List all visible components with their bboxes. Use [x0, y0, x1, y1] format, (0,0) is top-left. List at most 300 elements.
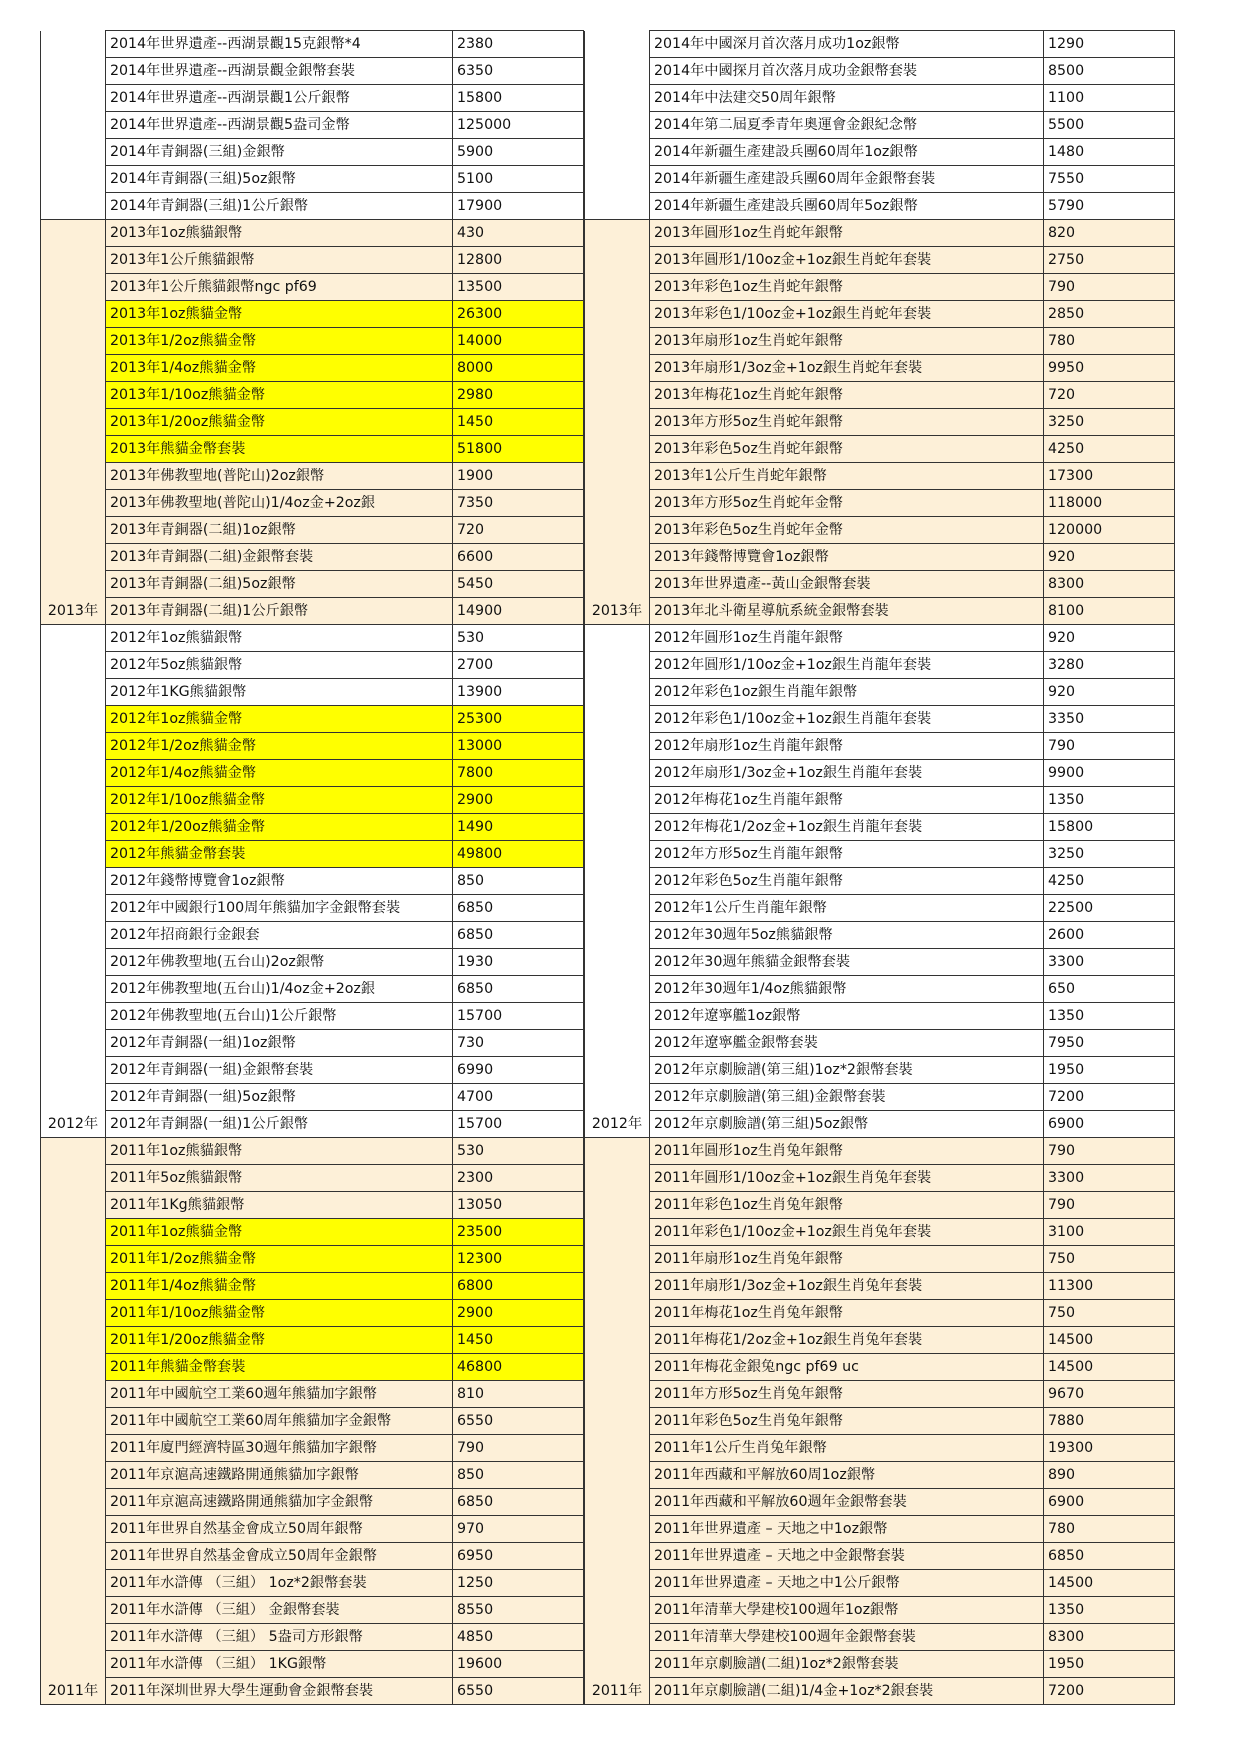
coin-price: 3250: [1044, 409, 1175, 436]
coin-name: 2012年扇形1/3oz金+1oz銀生肖龍年套裝: [650, 760, 1044, 787]
coin-name: 2011年1/10oz熊貓金幣: [106, 1300, 453, 1327]
table-row: [585, 544, 1175, 571]
coin-name: 2014年中國探月首次落月成功金銀幣套裝: [650, 58, 1044, 85]
table-row: [41, 598, 584, 625]
coin-price: 1450: [453, 1327, 584, 1354]
coin-price: 890: [1044, 1462, 1175, 1489]
coin-price: 3280: [1044, 652, 1175, 679]
table-row: [585, 598, 1175, 625]
coin-price: 850: [453, 868, 584, 895]
coin-name: 2012年1oz熊貓金幣: [106, 706, 453, 733]
coin-name: 2014年青銅器(三組)金銀幣: [106, 139, 453, 166]
coin-name: 2012年佛教聖地(五台山)2oz銀幣: [106, 949, 453, 976]
table-row: [585, 274, 1175, 301]
table-row: [585, 31, 1175, 58]
coin-name: 2012年梅花1/2oz金+1oz銀生肖龍年套裝: [650, 814, 1044, 841]
coin-price: 7200: [1044, 1084, 1175, 1111]
coin-name: 2014年第二屆夏季青年奧運會金銀紀念幣: [650, 112, 1044, 139]
table-row: [41, 841, 584, 868]
coin-price: 1350: [1044, 1597, 1175, 1624]
table-row: [585, 166, 1175, 193]
coin-name: 2011年世界自然基金會成立50周年銀幣: [106, 1516, 453, 1543]
table-row: [585, 517, 1175, 544]
coin-name: 2013年錢幣博覽會1oz銀幣: [650, 544, 1044, 571]
coin-name: 2011年1oz熊貓銀幣: [106, 1138, 453, 1165]
coin-name: 2012年青銅器(一組)1oz銀幣: [106, 1030, 453, 1057]
coin-name: 2011年水滸傳 （三組） 1oz*2銀幣套裝: [106, 1570, 453, 1597]
table-row: [41, 652, 584, 679]
table-row: [585, 571, 1175, 598]
coin-name: 2011年梅花1oz生肖兔年銀幣: [650, 1300, 1044, 1327]
year-label: 2011年: [41, 1138, 106, 1705]
coin-price: 2700: [453, 652, 584, 679]
table-row: [585, 922, 1175, 949]
coin-name: 2012年中國銀行100周年熊貓加字金銀幣套裝: [106, 895, 453, 922]
coin-price: 6850: [453, 976, 584, 1003]
table-row: [585, 706, 1175, 733]
coin-price: 2300: [453, 1165, 584, 1192]
table-row: [41, 1462, 584, 1489]
table-row: [585, 895, 1175, 922]
coin-price: 13500: [453, 274, 584, 301]
table-row: [585, 409, 1175, 436]
coin-name: 2011年西藏和平解放60週年金銀幣套裝: [650, 1489, 1044, 1516]
coin-name: 2011年梅花金銀兔ngc pf69 uc: [650, 1354, 1044, 1381]
table-row: [41, 1516, 584, 1543]
table-row: [585, 1192, 1175, 1219]
coin-price: 1290: [1044, 31, 1175, 58]
table-row: [41, 1543, 584, 1570]
coin-price: 9670: [1044, 1381, 1175, 1408]
coin-name: 2013年青銅器(二組)1oz銀幣: [106, 517, 453, 544]
table-row: [585, 1030, 1175, 1057]
coin-price: 780: [1044, 1516, 1175, 1543]
coin-price: 7200: [1044, 1678, 1175, 1705]
coin-price: 12800: [453, 247, 584, 274]
coin-name: 2012年1KG熊貓銀幣: [106, 679, 453, 706]
coin-name: 2012年5oz熊貓銀幣: [106, 652, 453, 679]
table-row: [41, 922, 584, 949]
table-row: [41, 112, 584, 139]
coin-price: 4250: [1044, 868, 1175, 895]
table-row: [41, 1165, 584, 1192]
coin-name: 2011年5oz熊貓銀幣: [106, 1165, 453, 1192]
coin-name: 2011年京滬高速鐵路開通熊貓加字銀幣: [106, 1462, 453, 1489]
table-row: [585, 1516, 1175, 1543]
coin-price: 1350: [1044, 787, 1175, 814]
table-row: [41, 193, 584, 220]
table-row: [585, 1111, 1175, 1138]
table-row: [41, 247, 584, 274]
coin-name: 2014年世界遺產--西湖景觀15克銀幣*4: [106, 31, 453, 58]
coin-price: 5790: [1044, 193, 1175, 220]
table-row: [585, 1165, 1175, 1192]
table-row: [41, 220, 584, 247]
coin-name: 2012年京劇臉譜(第三組)1oz*2銀幣套裝: [650, 1057, 1044, 1084]
coin-name: 2012年彩色1/10oz金+1oz銀生肖龍年套裝: [650, 706, 1044, 733]
year-label: [41, 31, 106, 220]
coin-name: 2011年圓形1oz生肖兔年銀幣: [650, 1138, 1044, 1165]
coin-name: 2011年1/20oz熊貓金幣: [106, 1327, 453, 1354]
year-label: [585, 31, 650, 220]
table-row: [585, 193, 1175, 220]
coin-price: 6850: [1044, 1543, 1175, 1570]
coin-name: 2013年彩色5oz生肖蛇年銀幣: [650, 436, 1044, 463]
table-row: [41, 58, 584, 85]
table-row: [585, 328, 1175, 355]
table-row: [41, 490, 584, 517]
table-row: [585, 1489, 1175, 1516]
coin-price: 15700: [453, 1111, 584, 1138]
coin-name: 2012年彩色1oz銀生肖龍年銀幣: [650, 679, 1044, 706]
coin-name: 2013年1oz熊貓金幣: [106, 301, 453, 328]
coin-name: 2012年遼寧艦1oz銀幣: [650, 1003, 1044, 1030]
table-row: [585, 1138, 1175, 1165]
table-row: [585, 976, 1175, 1003]
coin-price: 25300: [453, 706, 584, 733]
coin-name: 2012年圓形1oz生肖龍年銀幣: [650, 625, 1044, 652]
coin-price: 13000: [453, 733, 584, 760]
coin-name: 2012年1公斤生肖龍年銀幣: [650, 895, 1044, 922]
table-row: [585, 760, 1175, 787]
coin-price: 13050: [453, 1192, 584, 1219]
coin-price: 17300: [1044, 463, 1175, 490]
coin-name: 2013年1公斤生肖蛇年銀幣: [650, 463, 1044, 490]
table-row: [585, 1651, 1175, 1678]
coin-name: 2011年中國航空工業60週年熊貓加字銀幣: [106, 1381, 453, 1408]
table-row: [41, 85, 584, 112]
table-row: [585, 58, 1175, 85]
coin-price: 6990: [453, 1057, 584, 1084]
table-row: [41, 274, 584, 301]
coin-price: 26300: [453, 301, 584, 328]
table-row: [585, 1678, 1175, 1705]
table-row: [41, 382, 584, 409]
coin-price: 1900: [453, 463, 584, 490]
coin-name: 2011年深圳世界大學生運動會金銀幣套裝: [106, 1678, 453, 1705]
table-row: [41, 1327, 584, 1354]
year-label: 2013年: [41, 220, 106, 625]
table-row: [585, 1435, 1175, 1462]
table-row: [41, 1273, 584, 1300]
table-row: [41, 814, 584, 841]
coin-name: 2012年方形5oz生肖龍年銀幣: [650, 841, 1044, 868]
coin-price: 3300: [1044, 949, 1175, 976]
coin-name: 2012年30週年5oz熊貓銀幣: [650, 922, 1044, 949]
coin-name: 2012年扇形1oz生肖龍年銀幣: [650, 733, 1044, 760]
coin-name: 2013年圓形1/10oz金+1oz銀生肖蛇年套裝: [650, 247, 1044, 274]
coin-price: 1950: [1044, 1651, 1175, 1678]
coin-price: 530: [453, 1138, 584, 1165]
table-row: [585, 733, 1175, 760]
coin-price: 2980: [453, 382, 584, 409]
coin-price: 120000: [1044, 517, 1175, 544]
coin-price: 5450: [453, 571, 584, 598]
coin-price: 6850: [453, 922, 584, 949]
coin-name: 2012年京劇臉譜(第三組)金銀幣套裝: [650, 1084, 1044, 1111]
table-row: [585, 1219, 1175, 1246]
coin-price: 14500: [1044, 1570, 1175, 1597]
coin-price: 920: [1044, 544, 1175, 571]
table-row: [41, 571, 584, 598]
table-row: [585, 1300, 1175, 1327]
coin-price: 14500: [1044, 1354, 1175, 1381]
coin-name: 2014年世界遺產--西湖景觀1公斤銀幣: [106, 85, 453, 112]
coin-name: 2012年青銅器(一組)金銀幣套裝: [106, 1057, 453, 1084]
coin-name: 2012年1/2oz熊貓金幣: [106, 733, 453, 760]
table-row: [41, 517, 584, 544]
coin-name: 2012年彩色5oz生肖龍年銀幣: [650, 868, 1044, 895]
coin-name: 2013年方形5oz生肖蛇年金幣: [650, 490, 1044, 517]
coin-name: 2011年1Kg熊貓銀幣: [106, 1192, 453, 1219]
coin-price: 22500: [1044, 895, 1175, 922]
coin-price: 14500: [1044, 1327, 1175, 1354]
coin-name: 2011年彩色1oz生肖兔年銀幣: [650, 1192, 1044, 1219]
coin-name: 2014年中國深月首次落月成功1oz銀幣: [650, 31, 1044, 58]
coin-price: 3100: [1044, 1219, 1175, 1246]
coin-name: 2011年世界遺產 – 天地之中金銀幣套裝: [650, 1543, 1044, 1570]
coin-name: 2013年1/2oz熊貓金幣: [106, 328, 453, 355]
table-row: [41, 868, 584, 895]
table-row: [41, 1084, 584, 1111]
coin-price: 7880: [1044, 1408, 1175, 1435]
coin-price: 6950: [453, 1543, 584, 1570]
coin-price: 19300: [1044, 1435, 1175, 1462]
table-row: [41, 328, 584, 355]
coin-price: 750: [1044, 1300, 1175, 1327]
table-row: [585, 85, 1175, 112]
table-row: [585, 679, 1175, 706]
coin-price: 5100: [453, 166, 584, 193]
coin-price: 730: [453, 1030, 584, 1057]
table-row: [41, 679, 584, 706]
table-row: [41, 1246, 584, 1273]
coin-name: 2011年熊貓金幣套裝: [106, 1354, 453, 1381]
table-row: [585, 841, 1175, 868]
coin-price: 430: [453, 220, 584, 247]
table-row: [585, 382, 1175, 409]
coin-name: 2012年青銅器(一組)5oz銀幣: [106, 1084, 453, 1111]
coin-price: 14900: [453, 598, 584, 625]
table-row: [41, 1435, 584, 1462]
table-row: [41, 1192, 584, 1219]
table-row: [585, 1057, 1175, 1084]
coin-name: 2012年1/4oz熊貓金幣: [106, 760, 453, 787]
coin-price: 4850: [453, 1624, 584, 1651]
coin-name: 2011年方形5oz生肖兔年銀幣: [650, 1381, 1044, 1408]
coin-price: 650: [1044, 976, 1175, 1003]
coin-name: 2013年方形5oz生肖蛇年銀幣: [650, 409, 1044, 436]
table-row: [585, 868, 1175, 895]
coin-name: 2011年世界自然基金會成立50周年金銀幣: [106, 1543, 453, 1570]
table-row: [41, 301, 584, 328]
table-row: [585, 814, 1175, 841]
coin-price: 920: [1044, 679, 1175, 706]
coin-name: 2011年彩色1/10oz金+1oz銀生肖兔年套裝: [650, 1219, 1044, 1246]
table-row: [41, 1354, 584, 1381]
coin-name: 2013年1/20oz熊貓金幣: [106, 409, 453, 436]
coin-price: 3300: [1044, 1165, 1175, 1192]
coin-name: 2014年青銅器(三組)5oz銀幣: [106, 166, 453, 193]
coin-name: 2011年1/4oz熊貓金幣: [106, 1273, 453, 1300]
coin-name: 2013年佛教聖地(普陀山)1/4oz金+2oz銀: [106, 490, 453, 517]
coin-price: 13900: [453, 679, 584, 706]
coin-name: 2013年圓形1oz生肖蛇年銀幣: [650, 220, 1044, 247]
coin-price: 1930: [453, 949, 584, 976]
coin-price: 6800: [453, 1273, 584, 1300]
table-row: [41, 787, 584, 814]
coin-price: 8100: [1044, 598, 1175, 625]
coin-price: 1350: [1044, 1003, 1175, 1030]
coin-name: 2013年彩色1oz生肖蛇年銀幣: [650, 274, 1044, 301]
coin-name: 2012年佛教聖地(五台山)1公斤銀幣: [106, 1003, 453, 1030]
coin-price: 11300: [1044, 1273, 1175, 1300]
coin-price: 2900: [453, 1300, 584, 1327]
coin-price: 9900: [1044, 760, 1175, 787]
coin-price: 850: [453, 1462, 584, 1489]
coin-name: 2013年青銅器(二組)金銀幣套裝: [106, 544, 453, 571]
coin-price: 8550: [453, 1597, 584, 1624]
coin-price: 970: [453, 1516, 584, 1543]
coin-name: 2011年水滸傳 （三組） 5盎司方形銀幣: [106, 1624, 453, 1651]
year-label: 2012年: [585, 625, 650, 1138]
coin-price: 790: [1044, 1138, 1175, 1165]
table-row: [585, 139, 1175, 166]
coin-name: 2012年圓形1/10oz金+1oz銀生肖龍年套裝: [650, 652, 1044, 679]
coin-name: 2014年青銅器(三組)1公斤銀幣: [106, 193, 453, 220]
coin-price: 6350: [453, 58, 584, 85]
coin-name: 2012年京劇臉譜(第三組)5oz銀幣: [650, 1111, 1044, 1138]
table-row: [41, 733, 584, 760]
coin-price: 1450: [453, 409, 584, 436]
table-row: [585, 1624, 1175, 1651]
coin-name: 2012年熊貓金幣套裝: [106, 841, 453, 868]
table-row: [585, 787, 1175, 814]
year-label: 2012年: [41, 625, 106, 1138]
table-row: [585, 112, 1175, 139]
coin-price: 3350: [1044, 706, 1175, 733]
coin-name: 2011年京劇臉譜(二組)1oz*2銀幣套裝: [650, 1651, 1044, 1678]
coin-name: 2011年京劇臉譜(二組)1/4金+1oz*2銀套裝: [650, 1678, 1044, 1705]
table-row: [585, 301, 1175, 328]
coin-price: 5900: [453, 139, 584, 166]
coin-name: 2013年北斗衛星導航系統金銀幣套裝: [650, 598, 1044, 625]
coin-name: 2012年青銅器(一組)1公斤銀幣: [106, 1111, 453, 1138]
coin-name: 2013年1公斤熊貓銀幣ngc pf69: [106, 274, 453, 301]
coin-name: 2011年西藏和平解放60周1oz銀幣: [650, 1462, 1044, 1489]
coin-name: 2012年30週年熊貓金銀幣套裝: [650, 949, 1044, 976]
coin-name: 2013年佛教聖地(普陀山)2oz銀幣: [106, 463, 453, 490]
coin-price: 15800: [1044, 814, 1175, 841]
table-row: [41, 166, 584, 193]
table-row: [41, 1138, 584, 1165]
coin-price: 4250: [1044, 436, 1175, 463]
table-row: [585, 220, 1175, 247]
coin-price: 1100: [1044, 85, 1175, 112]
table-row: [585, 1570, 1175, 1597]
table-row: [41, 1624, 584, 1651]
coin-price: 780: [1044, 328, 1175, 355]
table-row: [585, 247, 1175, 274]
coin-name: 2011年清華大學建校100週年金銀幣套裝: [650, 1624, 1044, 1651]
table-row: [585, 1084, 1175, 1111]
coin-name: 2011年京滬高速鐵路開通熊貓加字金銀幣: [106, 1489, 453, 1516]
coin-price: 3250: [1044, 841, 1175, 868]
table-row: [41, 949, 584, 976]
coin-price: 820: [1044, 220, 1175, 247]
table-row: [41, 355, 584, 382]
coin-name: 2011年圓形1/10oz金+1oz銀生肖兔年套裝: [650, 1165, 1044, 1192]
coin-price: 8300: [1044, 1624, 1175, 1651]
table-row: [41, 436, 584, 463]
table-row: [41, 895, 584, 922]
table-row: [585, 1354, 1175, 1381]
coin-price: 14000: [453, 328, 584, 355]
table-row: [41, 544, 584, 571]
coin-price: 810: [453, 1381, 584, 1408]
table-row: [41, 1300, 584, 1327]
table-row: [41, 1381, 584, 1408]
coin-name: 2013年彩色1/10oz金+1oz銀生肖蛇年套裝: [650, 301, 1044, 328]
table-row: [585, 1543, 1175, 1570]
coin-name: 2011年世界遺產 – 天地之中1公斤銀幣: [650, 1570, 1044, 1597]
table-row: [585, 436, 1175, 463]
coin-name: 2013年梅花1oz生肖蛇年銀幣: [650, 382, 1044, 409]
coin-name: 2012年佛教聖地(五台山)1/4oz金+2oz銀: [106, 976, 453, 1003]
table-row: [585, 1003, 1175, 1030]
coin-price: 118000: [1044, 490, 1175, 517]
coin-price: 12300: [453, 1246, 584, 1273]
coin-price: 15700: [453, 1003, 584, 1030]
table-row: [41, 1408, 584, 1435]
coin-price: 2750: [1044, 247, 1175, 274]
coin-name: 2011年1oz熊貓金幣: [106, 1219, 453, 1246]
coin-name: 2013年1/4oz熊貓金幣: [106, 355, 453, 382]
coin-name: 2012年1/10oz熊貓金幣: [106, 787, 453, 814]
coin-price: 15800: [453, 85, 584, 112]
coin-name: 2012年遼寧艦金銀幣套裝: [650, 1030, 1044, 1057]
coin-name: 2011年清華大學建校100週年1oz銀幣: [650, 1597, 1044, 1624]
coin-name: 2013年1公斤熊貓銀幣: [106, 247, 453, 274]
coin-name: 2013年世界遺產--黃山金銀幣套裝: [650, 571, 1044, 598]
coin-price: 51800: [453, 436, 584, 463]
table-row: [585, 1273, 1175, 1300]
coin-price: 6850: [453, 1489, 584, 1516]
table-row: [585, 652, 1175, 679]
coin-name: 2013年彩色5oz生肖蛇年金幣: [650, 517, 1044, 544]
table-row: [585, 949, 1175, 976]
coin-price: 8500: [1044, 58, 1175, 85]
coin-name: 2012年1oz熊貓銀幣: [106, 625, 453, 652]
table-row: [41, 463, 584, 490]
coin-price: 6550: [453, 1408, 584, 1435]
table-row: [41, 1057, 584, 1084]
coin-price: 7550: [1044, 166, 1175, 193]
table-row: [585, 625, 1175, 652]
table-row: [41, 706, 584, 733]
coin-name: 2013年1/10oz熊貓金幣: [106, 382, 453, 409]
table-row: [41, 1219, 584, 1246]
coin-price: 6900: [1044, 1489, 1175, 1516]
coin-name: 2011年扇形1oz生肖兔年銀幣: [650, 1246, 1044, 1273]
table-row: [41, 1678, 584, 1705]
coin-name: 2013年扇形1oz生肖蛇年銀幣: [650, 328, 1044, 355]
table-row: [41, 1030, 584, 1057]
coin-price: 7350: [453, 490, 584, 517]
year-label: 2011年: [585, 1138, 650, 1705]
table-row: [585, 355, 1175, 382]
coin-price: 1490: [453, 814, 584, 841]
